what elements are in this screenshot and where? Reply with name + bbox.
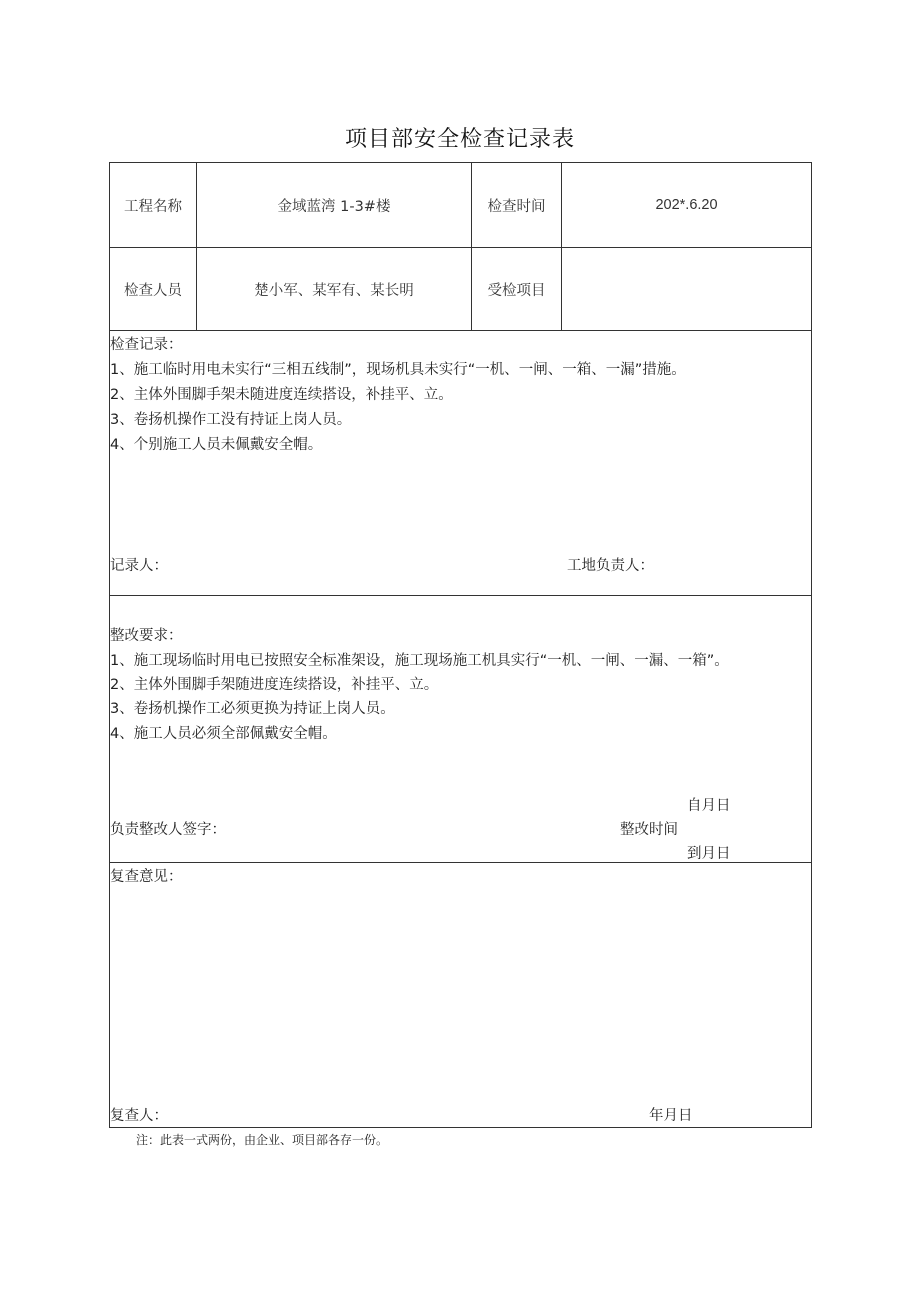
inspection-time-value: 202*.6.20 [655,197,718,213]
rectification-date-from: 自月日 [687,798,731,814]
rectification-item: 3、卷扬机操作工必须更换为持证上岗人员。 [110,701,395,717]
inspection-form [109,162,812,1128]
inspectors-value: 楚小军、某军有、某长明 [254,282,414,299]
rectification-date-to: 到月日 [687,846,731,862]
rectification-item: 1、施工现场临时用电已按照安全标准架设，施工现场施工机具实行“一机、一闸、一漏、一箱”。 [110,653,729,669]
rectification-item: 2、主体外围脚手架随进度连续搭设，补挂平、立。 [110,677,439,693]
inspectors-label: 检查人员 [124,282,182,299]
project-name-label: 工程名称 [124,198,182,215]
rectification-signer-label: 负责整改人签字： [110,822,226,838]
row-divider [110,330,811,331]
page-title: 项目部安全检查记录表 [344,127,575,152]
record-item: 2、主体外围脚手架未随进度连续搭设，补挂平、立。 [110,387,453,403]
project-name-value: 金域蓝湾 1-3#楼 [277,198,391,215]
record-heading: 检查记录： [110,337,183,353]
rectification-time-label: 整改时间 [620,822,678,838]
recorder-label: 记录人： [110,558,168,574]
inspection-time-label: 检查时间 [487,198,546,215]
record-item: 1、施工临时用电未实行“三相五线制”，现场机具未实行“一机、一闸、一箱、一漏”措施。 [110,362,686,378]
review-date: 年月日 [649,1108,693,1124]
rectification-heading: 整改要求： [110,628,183,644]
rectification-item: 4、施工人员必须全部佩戴安全帽。 [110,726,337,742]
review-heading: 复查意见： [110,869,183,885]
inspected-item-value [562,248,811,330]
row-divider [110,595,811,596]
reviewer-label: 复查人： [110,1108,168,1124]
site-manager-label: 工地负责人： [567,558,654,574]
record-item: 3、卷扬机操作工没有持证上岗人员。 [110,412,352,428]
footnote: 注：此表一式两份，由企业、项目部各存一份。 [136,1133,389,1147]
inspected-item-label: 受检项目 [487,282,546,299]
record-item: 4、个别施工人员未佩戴安全帽。 [110,437,323,453]
